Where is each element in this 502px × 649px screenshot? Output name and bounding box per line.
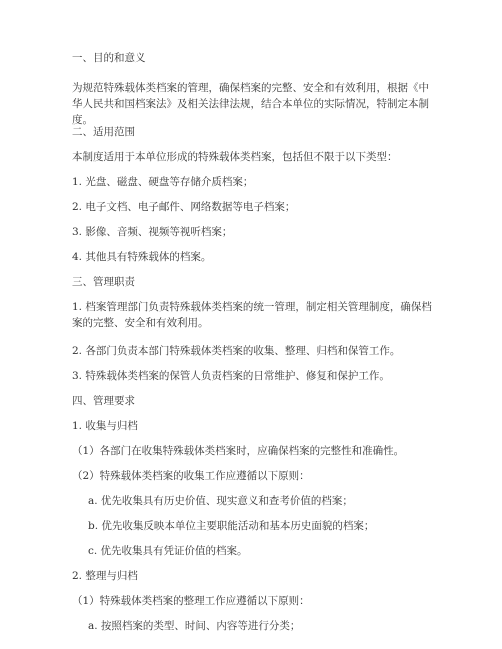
section-heading-requirements: 四、管理要求 xyxy=(72,395,135,407)
list-item-scope-3: 3. 影像、音频、视频等视听档案； xyxy=(72,226,233,238)
list-item-collection-b: b. 优先收集反映本单位主要职能活动和基本历史面貌的档案； xyxy=(88,520,375,532)
section-heading-scope: 二、适用范围 xyxy=(72,126,135,138)
list-item-collection-c: c. 优先收集具有凭证价值的档案。 xyxy=(88,545,248,557)
section-heading-duties: 三、管理职责 xyxy=(72,276,135,288)
list-item-duties-2: 2. 各部门负责本部门特殊载体类档案的收集、整理、归档和保管工作。 xyxy=(72,345,401,357)
list-item-scope-2: 2. 电子文档、电子邮件、网络数据等电子档案； xyxy=(72,201,296,213)
section-paragraph-scope-intro: 本制度适用于本单位形成的特殊载体类档案，包括但不限于以下类型： xyxy=(72,151,398,163)
section-heading-purpose: 一、目的和意义 xyxy=(72,52,146,64)
section-paragraph-purpose: 为规范特殊载体类档案的管理，确保档案的完整、安全和有效利用，根据《中华人民共和国档案法》及相关法律法规，结合本单位的实际情况，特制定本制度。 xyxy=(72,82,429,126)
paragraph-collection-2: （2）特殊载体类档案的收集工作应遵循以下原则： xyxy=(72,470,310,482)
subsection-heading-arrangement: 2. 整理与归档 xyxy=(72,570,138,582)
paragraph-collection-1: （1）各部门在收集特殊载体类档案时，应确保档案的完整性和准确性。 xyxy=(72,445,405,457)
list-item-scope-1: 1. 光盘、磁盘、硬盘等存储介质档案； xyxy=(72,176,254,188)
list-item-duties-1: 1. 档案管理部门负责特殊载体类档案的统一管理，制定相关管理制度，确保档案的完整、安全和有效利用。 xyxy=(72,301,432,329)
list-item-collection-a: a. 优先收集具有历史价值、现实意义和查考价值的档案； xyxy=(88,495,353,507)
list-item-scope-4: 4. 其他具有特殊载体的档案。 xyxy=(72,251,212,263)
list-item-arrangement-a: a. 按照档案的类型、时间、内容等进行分类； xyxy=(88,620,301,632)
list-item-duties-3: 3. 特殊载体类档案的保管人负责档案的日常维护、修复和保护工作。 xyxy=(72,370,390,382)
subsection-heading-collection: 1. 收集与归档 xyxy=(72,420,138,432)
paragraph-arrangement-1: （1）特殊载体类档案的整理工作应遵循以下原则： xyxy=(72,595,310,607)
